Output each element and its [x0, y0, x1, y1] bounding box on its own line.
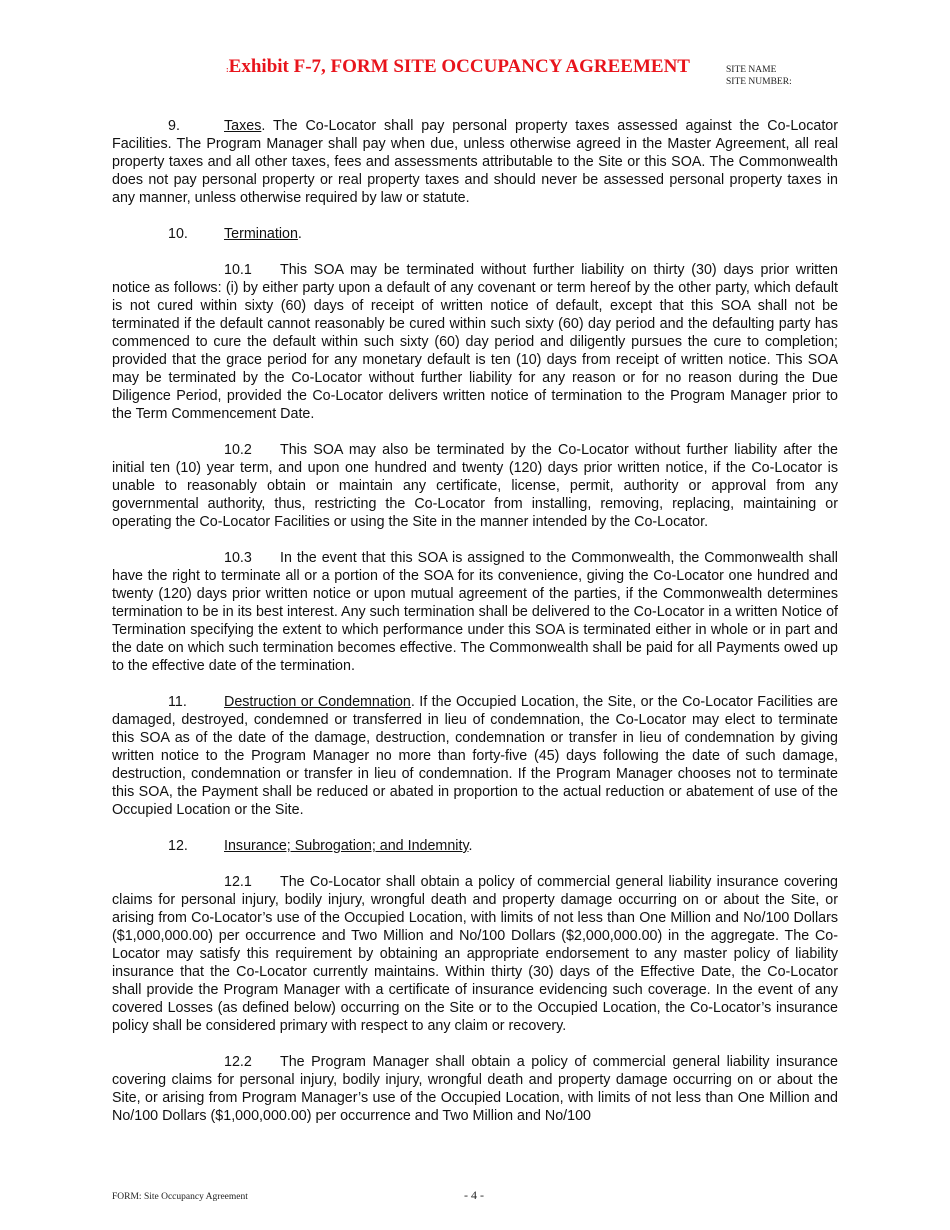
section-text: .	[468, 838, 473, 854]
subsection-number: 10.2	[224, 442, 252, 458]
subsection-text: In the event that this SOA is assigned to the Commonwealth, the Commonwealth shall have the right to terminate all or a portion of the SOA for its convenience, giving the Co-Locator one hundred and twenty (120) days prior written notice or upon mutual agreement of the parties, if the Commonwealth determines termination to be in its best interest. Any such termination shall be delivered to the Co-Locator in a written Notice of Termination specifying the extent to which performance under this SOA is terminated either in whole or in part and the date on which such termination becomes effective. The Commonwealth shall be paid for all Payments owed up to the effective date of the termination.	[112, 550, 838, 674]
section-number: 9.	[168, 118, 180, 134]
section-heading: Termination	[224, 226, 298, 242]
subsection-number: 12.1	[224, 874, 252, 890]
title-mark: :	[226, 65, 229, 74]
site-number-label: SITE NUMBER:	[726, 77, 792, 87]
subsection-text: This SOA may also be terminated by the Co-Locator without further liability after the initial ten (10) year term, and upon one hundred and twenty (120) days prior written notice, if the Co-Locator is unable to reasonably obtain or maintain any certificate, license, permit, authority or approval from any governmental authority, thus, restricting the Co-Locator from installing, removing, replacing, maintaining or operating the Co-Locator Facilities or using the Site in the manner intended by the Co-Locator.	[112, 442, 838, 530]
section-12	[112, 837, 838, 855]
section-heading: Insurance; Subrogation; and Indemnity	[224, 838, 469, 854]
section-number: 11.	[168, 694, 187, 710]
section-10	[112, 225, 838, 243]
section-text: . The Co-Locator shall pay personal property taxes assessed against the Co-Locator Facilities. The Program Manager shall pay when due, unless otherwise agreed in the Master Agreement, all real property taxes and all other taxes, fees and assessments attributable to the Site or this SOA. The Commonwealth does not pay personal property or real property taxes and should never be assessed personal property taxes in any manner, unless otherwise required by law or statute.	[112, 118, 838, 206]
section-10-2	[112, 441, 838, 531]
section-12-1	[112, 873, 838, 1035]
subsection-text: The Co-Locator shall obtain a policy of commercial general liability insurance covering claims for personal injury, bodily injury, wrongful death and property damage occurring on or about the Site, or arising from Co-Locator’s use of the Occupied Location, with limits of not less than One Million and No/100 Dollars ($1,000,000.00) per occurrence and Two Million and No/100 Dollars ($2,000,000.00) in the aggregate. The Co-Locator may satisfy this requirement by obtaining an appropriate endorsement to any master policy of liability insurance that the Co-Locator currently maintains. Within thirty (30) days of the Effective Date, the Co-Locator shall provide the Program Manager with a certificate of insurance evidencing such coverage. In the event of any covered Losses (as defined below) occurring on the Site or to the Occupied Location, the Co-Locator’s insurance policy shall be considered primary with respect to any claim or recovery.	[112, 874, 838, 1034]
section-10-3	[112, 549, 838, 675]
section-9	[112, 117, 838, 207]
section-heading: Taxes	[224, 118, 262, 134]
section-11	[112, 693, 838, 819]
subsection-number: 10.3	[224, 550, 252, 566]
site-info-block	[726, 64, 792, 88]
subsection-number: 12.2	[224, 1054, 252, 1070]
section-number: 10.	[168, 226, 188, 242]
section-number: 12.	[168, 838, 188, 854]
section-text: .	[297, 226, 302, 242]
section-12-2	[112, 1053, 838, 1125]
subsection-number: 10.1	[224, 262, 252, 278]
subsection-text: This SOA may be terminated without further liability on thirty (30) days prior written notice as follows: (i) by either party upon a default of any covenant or term hereof by the other party, which default is not cured within sixty (60) days of receipt of written notice of default, except that this SOA shall not be terminated if the default cannot reasonably be cured within such sixty (60) day period and the defaulting party has commenced to cure the default within such sixty (60) day period and diligently pursues the cure to completion; provided that the grace period for any monetary default is ten (10) days from receipt of written notice. This SOA may be terminated by the Co-Locator without further liability for any reason or for no reason during the Due Diligence Period, provided the Co-Locator delivers written notice of termination to the Program Manager prior to the Term Commencement Date.	[112, 262, 838, 422]
footer-form-label: FORM: Site Occupancy Agreement	[112, 1192, 248, 1202]
section-10-1	[112, 261, 838, 423]
exhibit-title-text: Exhibit F-7, FORM SITE OCCUPANCY AGREEMENT	[228, 56, 690, 77]
section-text: . If the Occupied Location, the Site, or the Co-Locator Facilities are damaged, destroyed, condemned or transferred in lieu of condemnation, the Co-Locator may elect to terminate this SOA as of the date of the damage, destruction, condemnation or transfer in lieu of condemnation by giving written notice to the Program Manager no more than forty-five (45) days following the date of such damage, destruction, condemnation or transfer in lieu of condemnation. If the Program Manager chooses not to terminate this SOA, the Payment shall be reduced or abated in proportion to the actual reduction or abatement of use of the Occupied Location or the Site.	[112, 694, 838, 818]
site-name-label: SITE NAME	[726, 65, 777, 75]
section-heading: Destruction or Condemnation	[224, 694, 411, 710]
page-number: - 4 -	[464, 1188, 484, 1202]
document-body	[112, 117, 838, 1125]
subsection-text: The Program Manager shall obtain a policy of commercial general liability insurance covering claims for personal injury, bodily injury, wrongful death and property damage occurring on or about the Site, or arising from Program Manager’s use of the Occupied Location, with limits of not less than One Million and No/100 Dollars ($1,000,000.00) per occurrence and Two Million and No/100	[112, 1054, 838, 1124]
